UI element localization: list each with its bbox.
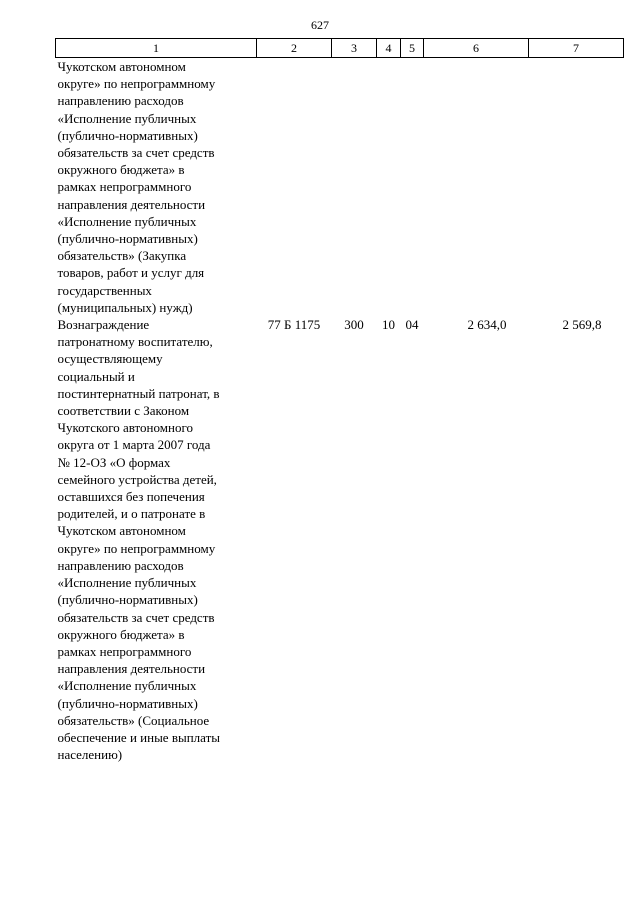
table-row (56, 316, 624, 763)
description-line: округа от 1 марта 2007 года (57, 437, 211, 453)
description-line: обязательств» (Социальное (57, 712, 210, 728)
column-header-1: 1 (56, 39, 257, 58)
description-line: направлению расходов (57, 93, 184, 109)
target-article-cell (257, 58, 332, 317)
description-line: Чукотского автономного (57, 420, 193, 436)
table-row (56, 58, 624, 317)
description-line: рамках непрограммного (57, 643, 192, 659)
description-line: обязательств за счет средств (57, 145, 215, 161)
description-line: направления деятельности (57, 661, 206, 677)
description-line: «Исполнение публичных (57, 213, 197, 229)
description-line: оставшихся без попечения (57, 489, 205, 505)
description-line: округе» по непрограммному (57, 540, 216, 556)
column-header-3: 3 (332, 39, 377, 58)
description-line: Чукотском автономном (57, 523, 186, 539)
description-line: направления деятельности (57, 196, 206, 212)
section-cell (377, 58, 401, 317)
description-line: Чукотском автономном (57, 59, 186, 74)
description-line: рамках непрограммного (57, 179, 192, 195)
amount-fact-cell: 2 569,8 (562, 317, 602, 333)
description-line: (муниципальных) нужд) (57, 299, 193, 315)
description-line: «Исполнение публичных (57, 575, 197, 591)
description-line: (публично-нормативных) (57, 592, 198, 608)
description-line: родителей, и о патронате в (57, 506, 206, 522)
description-line: направлению расходов (57, 557, 184, 573)
description-line: (публично-нормативных) (57, 231, 198, 247)
column-header-7: 7 (529, 39, 624, 58)
description-line: (публично-нормативных) (57, 127, 198, 143)
description-line: окружного бюджета» в (57, 162, 185, 178)
description-line: постинтернатный патронат, в (57, 385, 220, 401)
table-header (56, 39, 624, 58)
header-row (56, 39, 624, 58)
description-line: населению) (57, 747, 123, 763)
table-body (56, 58, 624, 764)
description-line: осуществляющему (57, 351, 163, 367)
description-line: обеспечение и иные выплаты (57, 729, 220, 745)
expense-type-cell (332, 58, 377, 317)
column-header-2: 2 (257, 39, 332, 58)
column-header-5: 5 (401, 39, 424, 58)
description-line: социальный и (57, 368, 135, 384)
description-line: «Исполнение публичных (57, 110, 197, 126)
section-cell: 10 (382, 317, 395, 333)
subsection-cell (401, 58, 424, 317)
subsection-cell: 04 (405, 317, 419, 333)
description-line: патронатному воспитателю, (57, 334, 213, 350)
description-line: товаров, работ и услуг для (57, 265, 205, 281)
description-line: окружного бюджета» в (57, 626, 185, 642)
column-header-6: 6 (424, 39, 529, 58)
description-line: государственных (57, 282, 152, 298)
description-line: округе» по непрограммному (57, 76, 216, 92)
column-header-4: 4 (377, 39, 401, 58)
description-line: обязательств за счет средств (57, 609, 215, 625)
target-article-cell: 77 Б 1175 (267, 317, 321, 333)
page-number: 627 (311, 18, 329, 32)
description-line: соответствии с Законом (57, 403, 190, 419)
amount-plan-cell (424, 58, 529, 317)
description-line: семейного устройства детей, (57, 471, 217, 487)
amount-fact-cell (529, 58, 624, 317)
row-description (56, 58, 257, 317)
row-description (56, 316, 257, 763)
expense-type-cell: 300 (344, 317, 364, 333)
description-line: (публично-нормативных) (57, 695, 198, 711)
description-line: «Исполнение публичных (57, 678, 197, 694)
description-line: Вознаграждение (57, 317, 150, 333)
description-line: № 12-ОЗ «О формах (57, 454, 171, 470)
amount-plan-cell: 2 634,0 (467, 317, 507, 333)
budget-table (55, 38, 624, 763)
description-line: обязательств» (Закупка (57, 248, 187, 264)
